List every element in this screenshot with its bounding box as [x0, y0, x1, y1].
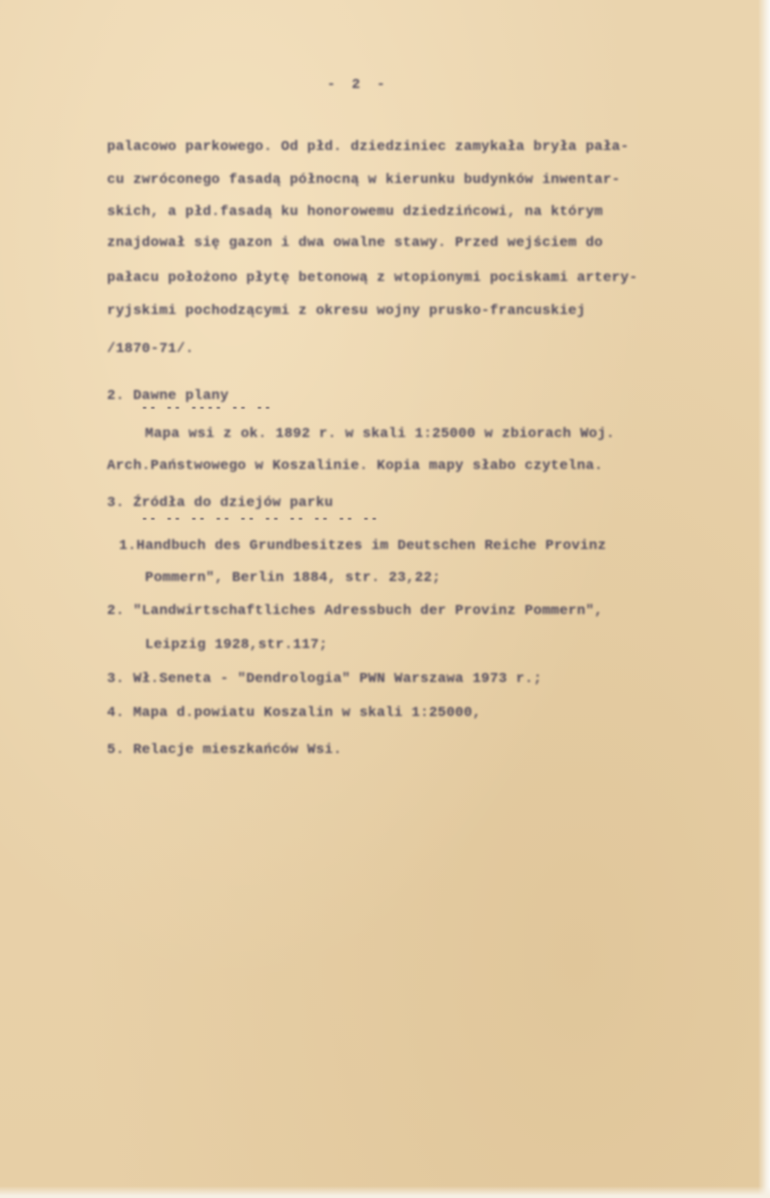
source-item: 1.Handbuch des Grundbesitzes im Deutschen Reiche Provinz	[119, 538, 607, 554]
source-item: 4. Mapa d.powiatu Koszalin w skali 1:25000,	[107, 705, 482, 721]
source-item: Leipzig 1928,str.117;	[145, 637, 328, 653]
page-edge-right	[758, 0, 770, 1198]
paragraph-line: skich, a płd.fasadą ku honorowemu dziedzińcowi, na którym	[107, 204, 603, 220]
section-2-heading: 2. Dawne plany	[107, 388, 229, 404]
source-item: 2. "Landwirtschaftliches Adressbuch der Provinz Pommern",	[107, 603, 603, 619]
source-item: Pommern", Berlin 1884, str. 23,22;	[145, 570, 441, 586]
source-item: 3. Wł.Seneta - "Dendrologia" PWN Warszawa 1973 r.;	[107, 671, 543, 687]
page-number: - 2 -	[327, 77, 390, 93]
source-item: 5. Relacje mieszkańców Wsi.	[107, 742, 342, 758]
section-2-line: Mapa wsi z ok. 1892 r. w skali 1:25000 w zbiorach Woj.	[145, 426, 615, 442]
section-2-underline: -- -- ---- -- --	[141, 401, 273, 415]
section-3-heading: 3. Źródła do dziejów parku	[107, 495, 334, 511]
paragraph-line: /1870-71/.	[107, 341, 195, 357]
paragraph-line: pałacu położono płytę betonową z wtopionymi pociskami artery-	[107, 270, 638, 286]
paragraph-line: cu zwróconego fasadą północną w kierunku budynków inwentar-	[107, 172, 621, 188]
section-2-line: Arch.Państwowego w Koszalinie. Kopia mapy słabo czytelna.	[107, 458, 603, 474]
paragraph-line: znajdował się gazon i dwa owalne stawy. Przed wejściem do	[107, 235, 603, 251]
section-3-underline: -- -- -- -- -- -- -- -- -- --	[141, 512, 379, 526]
paragraph-line: ryjskimi pochodzącymi z okresu wojny prusko-francuskiej	[107, 303, 586, 319]
page-edge-bottom	[0, 1186, 770, 1198]
paragraph-line: palacowo parkowego. Od płd. dziedziniec zamykała bryła pała-	[107, 139, 630, 155]
